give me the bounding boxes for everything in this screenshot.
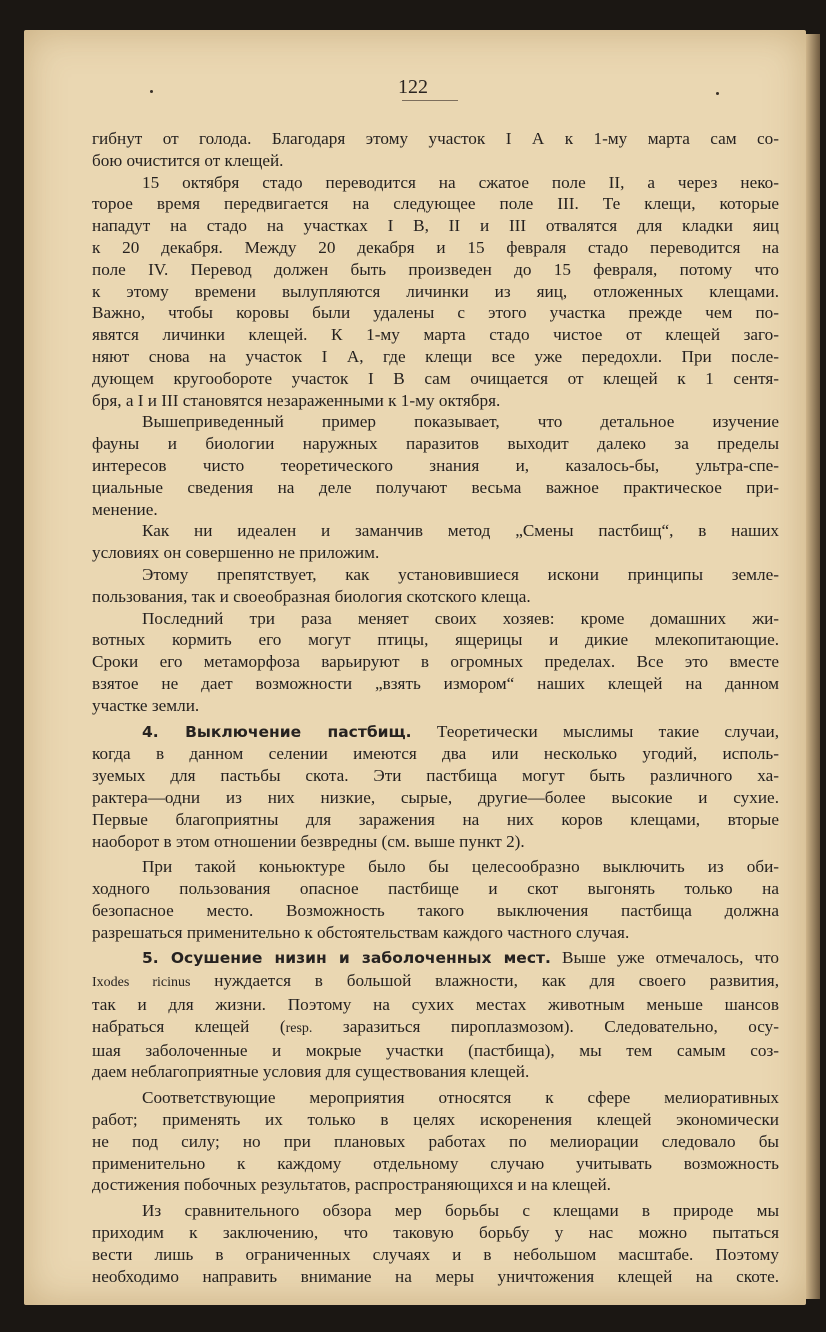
- text-line: условиях он совершенно не приложим.: [92, 543, 380, 563]
- text-line: гибнут от голода. Благодаря этому участок I А к 1-му марта сам со-: [92, 129, 779, 148]
- text-line: ходного пользования опасное пастбище и скот выгонять только на: [92, 879, 779, 899]
- text-line: [92, 1016, 779, 1040]
- text-line: циальные сведения на деле получают весьма важное практическое при-: [92, 477, 779, 497]
- text-line: наоборот в этом отношении безвредны (см. выше пункт 2).: [92, 831, 525, 851]
- latin-species-name: Ixodes ricinus: [92, 975, 191, 991]
- text-line: Вышеприведенный пример показывает, что детальное изучение: [142, 412, 779, 432]
- text-line: Важно, чтобы коровы были удалены с этого участка прежде чем по-: [92, 303, 779, 323]
- text-line: вести лишь в ограниченных случаях и в небольшом масштабе. Поэтому: [92, 1244, 779, 1264]
- text-line: не под силу; но при плановых работах по мелиорации следовало бы: [92, 1131, 779, 1151]
- text-line: рактера—одни из них низкие, сырые, другие—более высокие и сухие.: [92, 787, 779, 807]
- text-line: бою очистится от клещей.: [92, 150, 284, 170]
- text-fragment: нуждается в большой влажности, как для своего развития,: [214, 971, 780, 991]
- page-edge: [806, 34, 820, 1299]
- text-line: к этому времени вылупляются личинки из яиц, отложенных клещами.: [92, 281, 779, 301]
- page-number-underline: [402, 100, 458, 101]
- text-line: вотных кормить его могут птицы, ящерицы и дикие млекопитающие.: [92, 630, 779, 650]
- page-number: 122: [398, 76, 428, 98]
- text-fragment: заразиться пироплазмозом). Следовательно, осу-: [342, 1016, 780, 1036]
- body-text: [92, 128, 779, 1287]
- text-fragment: Теоретически мыслимы такие случаи,: [436, 721, 779, 741]
- text-line: достижения побочных результатов, распространяющихся и на клещей.: [92, 1175, 611, 1195]
- text-line: пользования, так и своеобразная биология скотского клеща.: [92, 586, 531, 606]
- text-line: торое время передвигается на следующее поле III. Те клещи, которые: [92, 194, 779, 214]
- print-speck: [150, 90, 153, 93]
- text-line: участке земли.: [92, 695, 200, 715]
- text-line: к 20 декабря. Между 20 декабря и 15 февраля стадо переводится на: [92, 237, 779, 257]
- text-line: 15 октября стадо переводится на сжатое поле II, а через неко-: [142, 172, 779, 192]
- text-line: шая заболоченные и мокрые участки (пастбища), мы тем самым соз-: [92, 1040, 779, 1060]
- text-line: няют снова на участок I А, где клещи все уже передохли. При после-: [92, 346, 779, 366]
- text-line: [92, 970, 779, 994]
- text-line: Сроки его метаморфоза варьируют в огромных пределах. Все это вместе: [92, 652, 779, 672]
- text-line: При такой коньюктуре было бы целесообразно выключить из оби-: [142, 857, 779, 877]
- text-line: взятое не дает возможности „взять измором“ наших клещей на данном: [92, 673, 779, 693]
- text-fragment: Выше уже отмечалось, что: [561, 948, 780, 968]
- text-line: бря, а I и III становятся незараженными к 1-му октября.: [92, 390, 501, 410]
- text-line: явятся личинки клещей. К 1-му марта стадо чистое от клещей заго-: [92, 325, 779, 345]
- text-line: менение.: [92, 499, 158, 519]
- text-line: фауны и биологии наружных паразитов выходит далеко за пределы: [92, 434, 779, 454]
- text-line: дующем кругообороте участок I В сам очищается от клещей к 1 сентя-: [92, 368, 779, 388]
- text-line: поле IV. Перевод должен быть произведен до 15 февраля, потому что: [92, 259, 779, 279]
- text-line: Соответствующие мероприятия относятся к сфере мелиоративных: [142, 1088, 779, 1108]
- text-line: [92, 721, 779, 744]
- text-line: зуемых для пастьбы скота. Эти пастбища могут быть различного ха-: [92, 766, 779, 786]
- text-line: нападут на стадо на участках I В, II и III отвалятся для кладки яиц: [92, 216, 779, 236]
- text-line: безопасное место. Возможность такого выключения пастбища должна: [92, 900, 779, 920]
- text-fragment: набраться клещей (: [92, 1016, 286, 1036]
- text-line: когда в данном селении имеются два или несколько угодий, исполь-: [92, 744, 779, 764]
- text-line: даем неблагоприятные условия для существования клещей.: [92, 1062, 530, 1082]
- text-line: Этому препятствует, как установившиеся искони принципы земле-: [142, 564, 779, 584]
- print-speck: [716, 92, 719, 95]
- text-line: интересов чисто теоретического знания и, казалось-бы, ультра-спе-: [92, 455, 779, 475]
- text-line: работ; применять их только в целях искоренения клещей экономически: [92, 1110, 779, 1130]
- section-heading-5: 5. Осушение низин и заболоченных мест.: [142, 949, 551, 968]
- text-line: [92, 947, 779, 970]
- text-line: применительно к каждому отдельному случаю учитывать возможность: [92, 1153, 779, 1173]
- text-line: необходимо направить внимание на меры уничтожения клещей на скоте.: [92, 1266, 779, 1286]
- section-heading-4: 4. Выключение пастбищ.: [142, 722, 412, 741]
- text-line: так и для жизни. Поэтому на сухих местах животным меньше шансов: [92, 995, 779, 1015]
- text-line: Первые благоприятны для заражения на них коров клещами, вторые: [92, 809, 779, 829]
- text-line: Из сравнительного обзора мер борьбы с клещами в природе мы: [142, 1201, 779, 1221]
- text-line: приходим к заключению, что таковую борьбу у нас можно пытаться: [92, 1223, 779, 1243]
- text-line: разрешаться применительно к обстоятельствам каждого частного случая.: [92, 922, 630, 942]
- text-line: Как ни идеален и заманчив метод „Смены пастбищ“, в наших: [142, 521, 779, 541]
- latin-abbrev: resp.: [285, 1020, 313, 1036]
- text-line: Последний три раза меняет своих хозяев: кроме домашних жи-: [142, 608, 779, 628]
